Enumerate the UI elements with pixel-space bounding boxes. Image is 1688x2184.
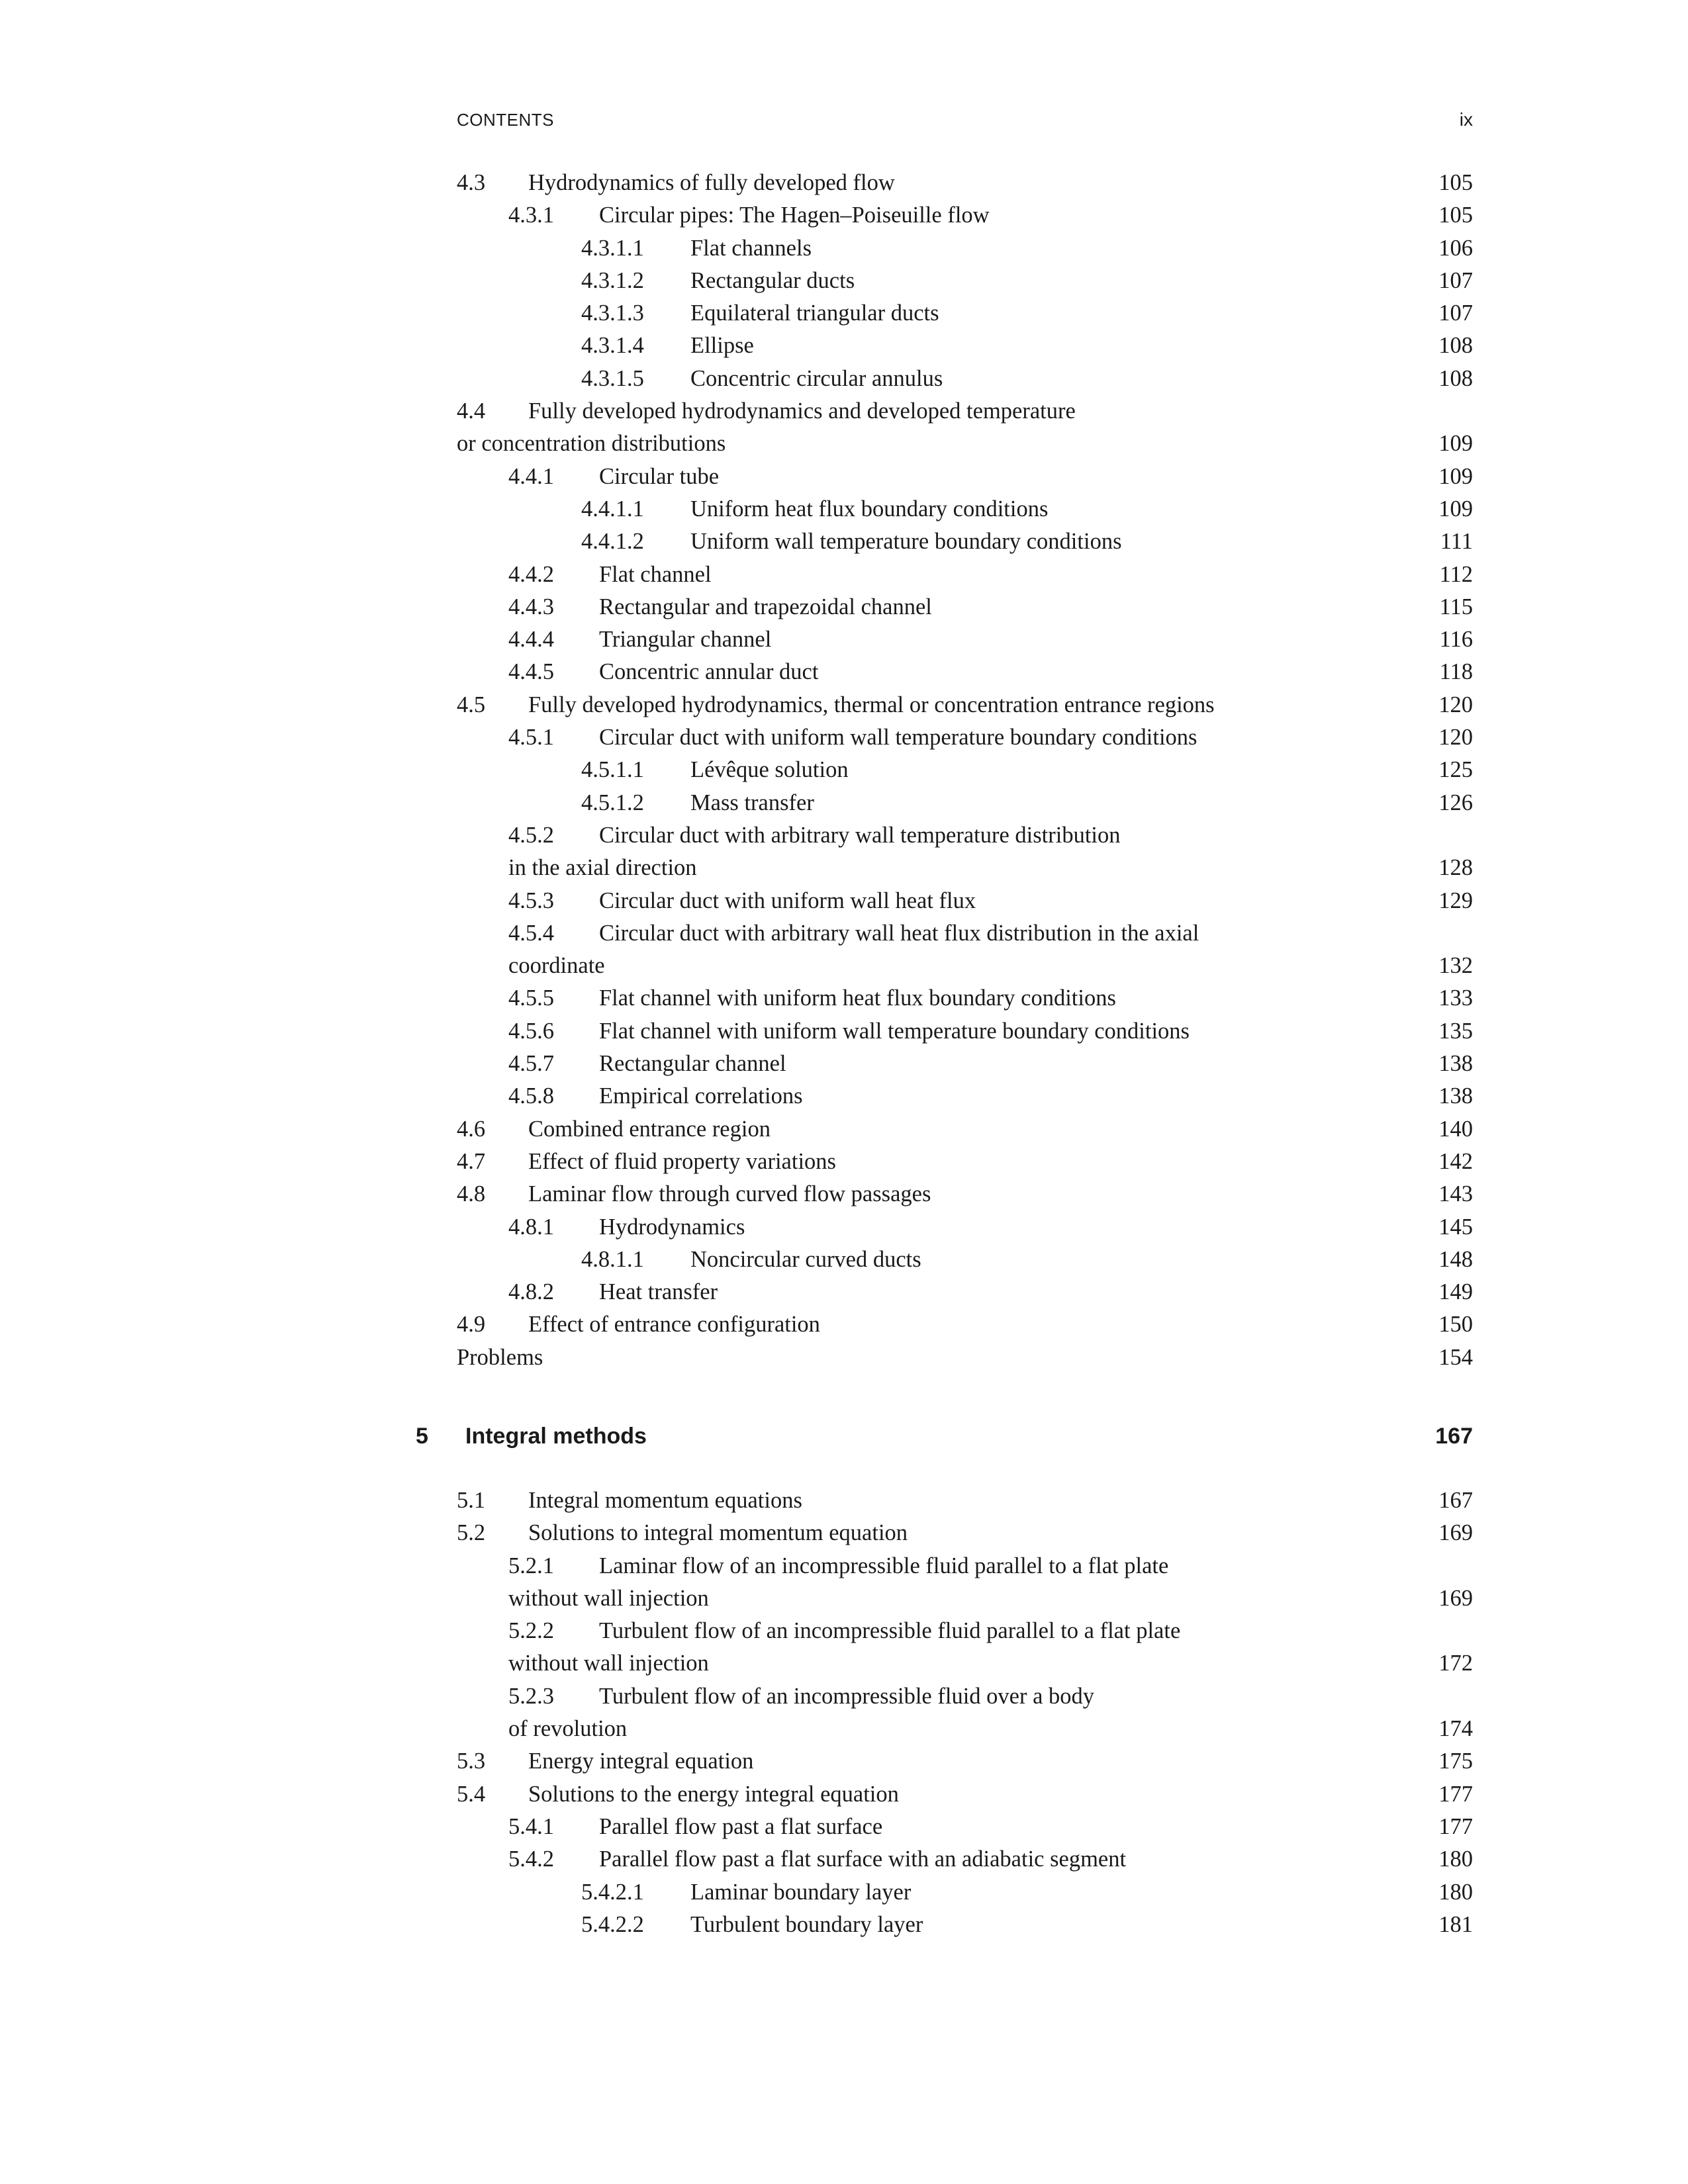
toc-entry[interactable] (457, 1080, 1473, 1113)
toc-entry[interactable] (457, 1811, 1473, 1843)
toc-entry-page-number: 180 (1438, 1846, 1473, 1872)
toc-entry-page-number: 105 (1438, 203, 1473, 228)
toc-entry-number: 5.2.1 (508, 1553, 554, 1578)
header-title: CONTENTS (457, 110, 554, 130)
toc-entry-page-number: 129 (1438, 887, 1473, 913)
toc-entry-number: 4.8 (457, 1181, 486, 1207)
toc-entry-number: 4.8.1 (508, 1214, 554, 1240)
toc-entry-label: Effect of entrance configuration (528, 1312, 820, 1338)
toc-entry-number: 4.5 (457, 692, 486, 717)
toc-entry-number: 4.8.2 (508, 1279, 554, 1305)
toc-entry-page-number: 128 (1438, 855, 1473, 881)
toc-entry-page-number: 150 (1438, 1312, 1473, 1338)
toc-entry-number: 5.1 (457, 1487, 486, 1513)
toc-entry-number: 5.2.2 (508, 1618, 554, 1644)
toc-entry-label: Laminar boundary layer (690, 1879, 912, 1905)
toc-entry-number: 4.3 (457, 170, 486, 195)
page-folio: ix (1459, 109, 1473, 130)
toc-entry-page-number: 133 (1438, 985, 1473, 1011)
toc-entry[interactable] (457, 656, 1473, 688)
toc-entry-page-number: 118 (1439, 659, 1473, 685)
toc-entry-page-number: 149 (1438, 1279, 1473, 1305)
toc-entry-label: Circular pipes: The Hagen–Poiseuille flow (599, 203, 990, 228)
toc-entry-number: 4.4.1 (508, 463, 554, 489)
toc-entry-number: 4.3.1 (508, 203, 554, 228)
toc-entry-label: Laminar flow of an incompressible fluid parallel to a flat plate (599, 1553, 1169, 1578)
toc-entry-label: Rectangular channel (599, 1051, 786, 1077)
toc-entry-number: 4.4.5 (508, 659, 554, 685)
toc-entry-number: 4.7 (457, 1148, 486, 1174)
toc-entry-number: 4.5.6 (508, 1018, 554, 1044)
toc-entry-page-number: 111 (1440, 529, 1473, 555)
toc-entry[interactable] (457, 493, 1473, 525)
toc-entry[interactable] (457, 1582, 1473, 1615)
toc-entry-label: coordinate (508, 953, 605, 979)
toc-entry-label: Uniform wall temperature boundary conditions (690, 529, 1122, 555)
toc-entry-label: Solutions to integral momentum equation (528, 1520, 908, 1546)
toc-entry-label: Flat channel with uniform wall temperature boundary conditions (599, 1018, 1190, 1044)
toc-entry-page-number: 181 (1438, 1911, 1473, 1937)
toc-entry-page-number: 142 (1438, 1148, 1473, 1174)
toc-entry-number: 4.3.1.2 (581, 267, 644, 293)
toc-entry-number: 5.2 (457, 1520, 486, 1546)
toc-entry-page-number: 108 (1438, 333, 1473, 359)
toc-entry-label: Energy integral equation (528, 1749, 754, 1774)
toc-entry[interactable] (457, 330, 1473, 362)
toc-entry-page-number: 109 (1438, 496, 1473, 522)
toc-entry[interactable] (457, 950, 1473, 982)
toc-entry-page-number: 145 (1438, 1214, 1473, 1240)
toc-entry-page-number: 140 (1438, 1116, 1473, 1142)
toc-entry-label: Concentric circular annulus (690, 365, 943, 391)
toc-entry-number: 4.9 (457, 1312, 486, 1338)
chapter-heading-5[interactable] (416, 1420, 1473, 1453)
toc-entry-label: Rectangular and trapezoidal channel (599, 594, 932, 619)
toc-entry[interactable] (457, 1876, 1473, 1909)
toc-entry[interactable] (457, 1615, 1473, 1647)
toc-entry-label: Turbulent flow of an incompressible fluid parallel to a flat plate (599, 1618, 1181, 1644)
toc-entry[interactable] (457, 1342, 1473, 1374)
toc-entry-page-number: 132 (1438, 953, 1473, 979)
toc-entry-label: Triangular channel (599, 627, 772, 653)
toc-entry-label: Parallel flow past a flat surface (599, 1813, 883, 1839)
chapter-page-number: 167 (1435, 1423, 1473, 1449)
toc-entry-page-number: 120 (1438, 692, 1473, 717)
toc-entry-label: Solutions to the energy integral equation (528, 1781, 899, 1807)
toc-entry-label: Flat channel (599, 561, 712, 587)
toc-entry-label: in the axial direction (508, 855, 697, 881)
toc-entry-label: Hydrodynamics of fully developed flow (528, 170, 895, 195)
toc-entry-page-number: 154 (1438, 1344, 1473, 1370)
toc-entry-number: 4.5.8 (508, 1083, 554, 1109)
toc-entry-number: 4.3.1.5 (581, 365, 644, 391)
toc-entry[interactable] (457, 1550, 1473, 1582)
running-header (457, 109, 1473, 130)
toc-entry-label: Empirical correlations (599, 1083, 803, 1109)
toc-entry-label: or concentration distributions (457, 431, 726, 457)
toc-entry[interactable] (457, 1113, 1473, 1146)
toc-entry-number: 4.4.4 (508, 627, 554, 653)
toc-entry-number: 4.3.1.3 (581, 300, 644, 326)
toc-entry[interactable] (457, 1178, 1473, 1210)
toc-entry-label: Flat channel with uniform heat flux boundary conditions (599, 985, 1116, 1011)
toc-entry-number: 4.5.2 (508, 822, 554, 848)
toc-entry-page-number: 105 (1438, 170, 1473, 195)
toc-entry-number: 4.6 (457, 1116, 486, 1142)
toc-entry[interactable] (457, 363, 1473, 395)
toc-entry-page-number: 175 (1438, 1749, 1473, 1774)
toc-entry-page-number: 148 (1438, 1246, 1473, 1272)
toc-entry-page-number: 109 (1438, 431, 1473, 457)
toc-entry-page-number: 177 (1438, 1781, 1473, 1807)
toc-entry-page-number: 112 (1439, 561, 1473, 587)
toc-entry-number: 4.3.1.1 (581, 235, 644, 261)
toc-entry[interactable] (457, 852, 1473, 884)
toc-entry-label: Circular tube (599, 463, 720, 489)
toc-entry-page-number: 115 (1439, 594, 1473, 619)
toc-entry[interactable] (457, 754, 1473, 786)
toc-entry-page-number: 138 (1438, 1083, 1473, 1109)
toc-entry-label: Fully developed hydrodynamics and developed temperature (528, 398, 1076, 424)
toc-entry-page-number: 116 (1439, 627, 1473, 653)
toc-entry-label: without wall injection (508, 1585, 709, 1611)
toc-entry-page-number: 143 (1438, 1181, 1473, 1207)
toc-entry[interactable] (457, 982, 1473, 1015)
toc-entry-label: Circular duct with uniform wall temperature boundary conditions (599, 725, 1197, 751)
toc-entry[interactable] (457, 1048, 1473, 1080)
toc-entry[interactable] (457, 885, 1473, 917)
toc-entry-number: 4.8.1.1 (581, 1246, 644, 1272)
toc-entry-label: Fully developed hydrodynamics, thermal or concentration entrance regions (528, 692, 1215, 717)
toc-entry[interactable] (457, 721, 1473, 754)
toc-entry[interactable] (457, 525, 1473, 558)
toc-entry-page-number: 126 (1438, 790, 1473, 815)
toc-entry-page-number: 167 (1438, 1487, 1473, 1513)
chapter-spacer-bottom (457, 1453, 1473, 1484)
toc-entry[interactable] (457, 917, 1473, 950)
toc-entry[interactable] (457, 1146, 1473, 1178)
chapter-title: Integral methods (465, 1423, 647, 1449)
toc-entry-number: 4.3.1.4 (581, 333, 644, 359)
toc-entry-page-number: 120 (1438, 725, 1473, 751)
toc-entry[interactable] (457, 1909, 1473, 1941)
toc-entry-label: Circular duct with arbitrary wall temperature distribution (599, 822, 1121, 848)
toc-group-chapter5 (457, 1484, 1473, 1941)
toc-entry[interactable] (457, 787, 1473, 819)
toc-entry[interactable] (457, 461, 1473, 493)
toc-entry-label: Integral momentum equations (528, 1487, 802, 1513)
toc-entry[interactable] (457, 199, 1473, 232)
toc-entry[interactable] (457, 1276, 1473, 1308)
toc-entry-label: Lévêque solution (690, 757, 849, 783)
toc-entry-label: without wall injection (508, 1651, 709, 1676)
toc-entry-page-number: 109 (1438, 463, 1473, 489)
toc-entry-number: 4.4.1.2 (581, 529, 644, 555)
toc-entry[interactable] (457, 395, 1473, 428)
toc-entry-label: Equilateral triangular ducts (690, 300, 939, 326)
toc-entry-page-number: 138 (1438, 1051, 1473, 1077)
toc-entry[interactable] (457, 1211, 1473, 1244)
toc-entry-page-number: 174 (1438, 1716, 1473, 1742)
toc-entry[interactable] (457, 167, 1473, 199)
toc-entry-page-number: 169 (1438, 1520, 1473, 1546)
chapter-number: 5 (416, 1423, 428, 1449)
toc-entry[interactable] (457, 623, 1473, 656)
toc-entry-number: 5.4.2.2 (581, 1911, 644, 1937)
toc-entry[interactable] (457, 265, 1473, 297)
toc-entry-number: 4.5.1.2 (581, 790, 644, 815)
toc-entry-page-number: 169 (1438, 1585, 1473, 1611)
toc-entry-label: Flat channels (690, 235, 812, 261)
toc-entry-label: Turbulent flow of an incompressible fluid over a body (599, 1683, 1095, 1709)
toc-entry-label: Uniform heat flux boundary conditions (690, 496, 1049, 522)
toc-entry-label: Turbulent boundary layer (690, 1911, 923, 1937)
toc-entry-label: Parallel flow past a flat surface with an adiabatic segment (599, 1846, 1127, 1872)
toc-entry[interactable] (457, 232, 1473, 265)
toc-entry-page-number: 125 (1438, 757, 1473, 783)
toc-entry-label: Concentric annular duct (599, 659, 819, 685)
toc-entry-number: 4.4.3 (508, 594, 554, 619)
toc-entry-label: Rectangular ducts (690, 267, 855, 293)
toc-entry-label: Heat transfer (599, 1279, 718, 1305)
toc-entry[interactable] (457, 297, 1473, 330)
toc-entry-number: 4.5.4 (508, 920, 554, 946)
toc-entry[interactable] (457, 559, 1473, 591)
toc-body (416, 167, 1473, 1941)
toc-entry[interactable] (457, 1308, 1473, 1341)
chapter-spacer-top (457, 1374, 1473, 1420)
toc-entry-label: Laminar flow through curved flow passages (528, 1181, 931, 1207)
toc-entry-page-number: 108 (1438, 365, 1473, 391)
toc-entry-number: 4.4 (457, 398, 486, 424)
toc-entry-number: 5.4 (457, 1781, 486, 1807)
toc-entry-number: 5.2.3 (508, 1683, 554, 1709)
toc-entry-label: of revolution (508, 1716, 628, 1742)
toc-group-chapter4 (457, 167, 1473, 1374)
toc-entry[interactable] (457, 591, 1473, 623)
toc-entry-page-number: 107 (1438, 267, 1473, 293)
toc-entry[interactable] (457, 819, 1473, 852)
toc-entry-label: Mass transfer (690, 790, 814, 815)
toc-entry-number: 5.4.2.1 (581, 1879, 644, 1905)
toc-entry-page-number: 106 (1438, 235, 1473, 261)
toc-entry[interactable] (457, 1843, 1473, 1876)
toc-entry-label: Effect of fluid property variations (528, 1148, 836, 1174)
toc-entry-number: 4.5.7 (508, 1051, 554, 1077)
toc-entry-page-number: 180 (1438, 1879, 1473, 1905)
toc-entry-label: Combined entrance region (528, 1116, 771, 1142)
toc-entry[interactable] (457, 1680, 1473, 1713)
toc-entry-number: 4.5.1.1 (581, 757, 644, 783)
toc-entry-label: Ellipse (690, 333, 754, 359)
toc-entry-label: Noncircular curved ducts (690, 1246, 921, 1272)
toc-entry[interactable] (457, 689, 1473, 721)
toc-entry[interactable] (457, 1244, 1473, 1276)
toc-entry-page-number: 177 (1438, 1813, 1473, 1839)
toc-entry[interactable] (457, 1713, 1473, 1745)
toc-entry-number: 5.4.2 (508, 1846, 554, 1872)
toc-entry-number: 4.4.2 (508, 561, 554, 587)
toc-entry-label: Problems (457, 1344, 543, 1370)
toc-entry-number: 4.4.1.1 (581, 496, 644, 522)
toc-entry-number: 4.5.1 (508, 725, 554, 751)
toc-entry[interactable] (457, 1778, 1473, 1811)
toc-entry-label: Hydrodynamics (599, 1214, 745, 1240)
toc-entry-number: 5.4.1 (508, 1813, 554, 1839)
toc-entry[interactable] (457, 428, 1473, 460)
toc-entry[interactable] (457, 1517, 1473, 1549)
toc-entry-page-number: 172 (1438, 1651, 1473, 1676)
toc-entry[interactable] (457, 1484, 1473, 1517)
toc-entry-number: 4.5.3 (508, 887, 554, 913)
toc-entry-page-number: 107 (1438, 300, 1473, 326)
toc-entry-label: Circular duct with uniform wall heat flux (599, 887, 976, 913)
toc-entry[interactable] (457, 1647, 1473, 1680)
toc-entry-label: Circular duct with arbitrary wall heat flux distribution in the axial (599, 920, 1199, 946)
toc-entry[interactable] (457, 1015, 1473, 1048)
toc-entry-page-number: 135 (1438, 1018, 1473, 1044)
toc-entry-number: 4.5.5 (508, 985, 554, 1011)
toc-entry[interactable] (457, 1745, 1473, 1778)
toc-entry-number: 5.3 (457, 1749, 486, 1774)
